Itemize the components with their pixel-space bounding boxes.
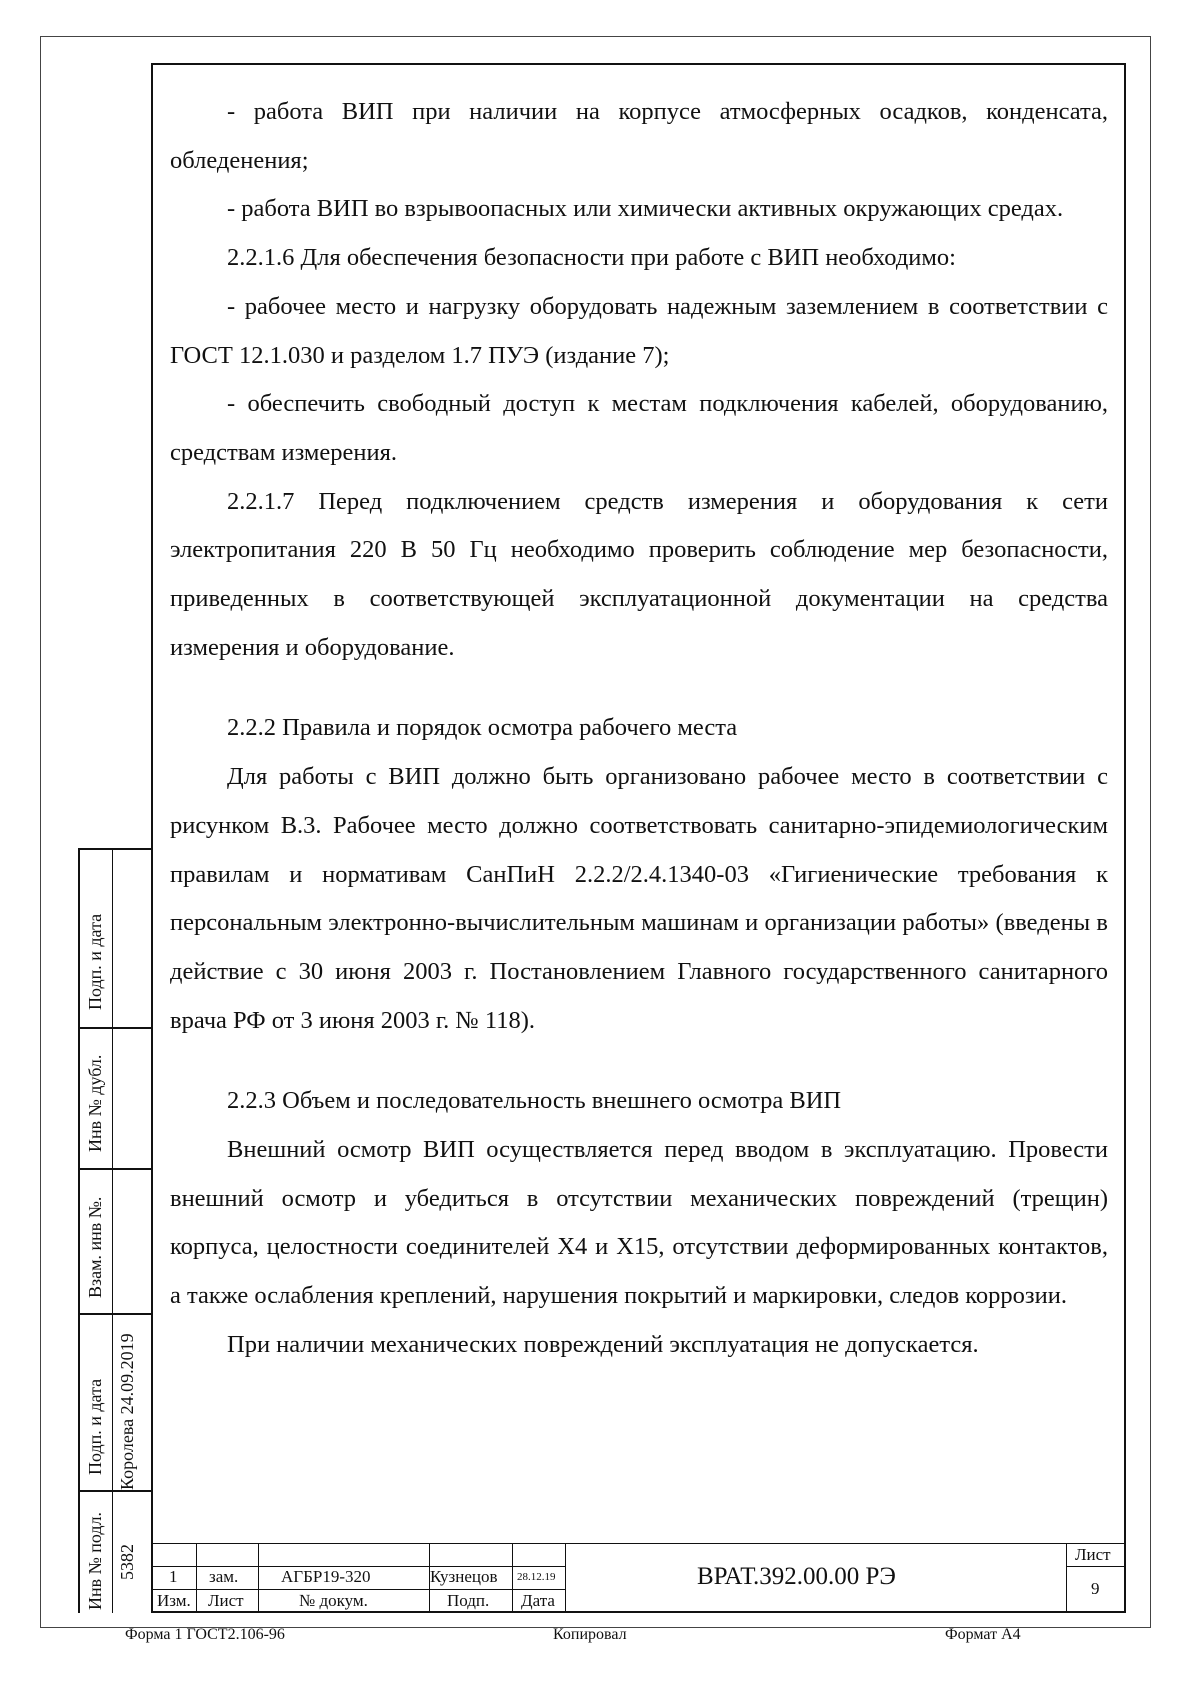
stamp-izm-value: 1 [169,1567,178,1586]
stamp-line [151,1589,565,1590]
section-heading: 2.2.2 Правила и порядок осмотра рабочего места [227,714,738,742]
stamp-list-label: Лист [208,1591,244,1610]
paragraph: 2.2.1.6 Для обеспечения безопасности при работе с ВИП необходимо: [227,244,956,272]
document-code: ВРАТ.392.00.00 РЭ [697,1563,896,1590]
side-divider [78,1313,151,1315]
spacer [170,672,1108,704]
body-text [170,88,1108,1370]
paragraph: - рабочее место и нагрузку оборудовать надежным заземлением в соответствии с ГОСТ 12.1.030 и разделом 1.7 ПУЭ (издание 7); [170,292,1108,369]
stamp-line [196,1543,197,1613]
stamp-podp-label: Подп. [447,1591,490,1610]
side-column-divider [112,848,113,1613]
paragraph: - работа ВИП при наличии на корпусе атмосферных осадков, конденсата, обледенения; [170,98,1108,174]
stamp-line [1066,1566,1126,1567]
copied-label: Копировал [553,1626,627,1643]
paragraph: 2.2.1.7 Перед подключением средств измерения и оборудования к сети электропитания 220 В 50 Гц необходимо проверить соблюдение мер безопасности, приведенных в соответствующей эксплуатационной документации на средства измерения и оборудование. [170,487,1108,661]
side-label-vzam-inv: Взам. инв №. [85,1196,105,1298]
stamp-line [151,1543,1126,1544]
signature-date: Королева 24.09.2019 [117,1333,137,1490]
side-label-inv-podl: Инв № подл. [85,1511,105,1610]
side-divider [78,1490,151,1492]
stamp-doc-value: АГБР19-320 [281,1567,371,1586]
paragraph: Внешний осмотр ВИП осуществляется перед вводом в эксплуатацию. Провести внешний осмотр и убедиться в отсутствии механических повреждений (трещин) корпуса, целостности соединителей Х4 и Х15, отсутствии деформированных контактов, а также ослабления креплений, нарушения покрытий и маркировки, следов коррозии. [170,1136,1108,1310]
sheet-number: 9 [1091,1579,1100,1598]
section-heading: 2.2.3 Объем и последовательность внешнего осмотра ВИП [227,1087,842,1115]
side-label-inv-dubl: Инв № дубл. [85,1054,105,1152]
stamp-list-value: зам. [209,1567,239,1586]
stamp-izm-label: Изм. [157,1591,191,1610]
stamp-line [1066,1543,1067,1613]
stamp-line [565,1543,566,1613]
spacer [170,1045,1108,1077]
stamp-line [512,1543,513,1613]
side-divider [78,1027,151,1029]
inv-podl-number: 5382 [117,1544,137,1580]
title-block [151,1543,1126,1613]
paragraph: - обеспечить свободный доступ к местам подключения кабелей, оборудованию, средствам измерения. [170,390,1108,466]
format-label: Формат А4 [945,1626,1021,1643]
side-label-podp-data-2: Подп. и дата [85,1378,105,1475]
form-label: Форма 1 ГОСТ2.106-96 [125,1626,285,1643]
stamp-date-label: Дата [521,1591,555,1610]
sheet-label: Лист [1075,1545,1111,1564]
stamp-signer: Кузнецов [430,1567,498,1586]
side-divider [78,1168,151,1170]
paragraph: - работа ВИП во взрывоопасных или химически активных окружающих средах. [227,195,1064,223]
stamp-line [258,1543,259,1613]
stamp-doc-label: № докум. [299,1591,368,1610]
side-label-podp-data: Подп. и дата [85,913,105,1010]
paragraph: Для работы с ВИП должно быть организовано рабочее место в соответствии с рисунком В.3. Рабочее место должно соответствовать санитарно-эпидемиологическим правилам и нормативам СанПиН 2.2.2/2.4.1340-03 «Гигиенические требования к персональным электронно-вычислительным машинам и организации работы» (введены в действие с 30 июня 2003 г. Постановлением Главного государственного санитарного врача РФ от 3 июня 2003 г. № 118). [170,763,1108,1034]
stamp-date-value: 28.12.19 [517,1571,556,1583]
paragraph: При наличии механических повреждений эксплуатация не допускается. [227,1330,979,1358]
